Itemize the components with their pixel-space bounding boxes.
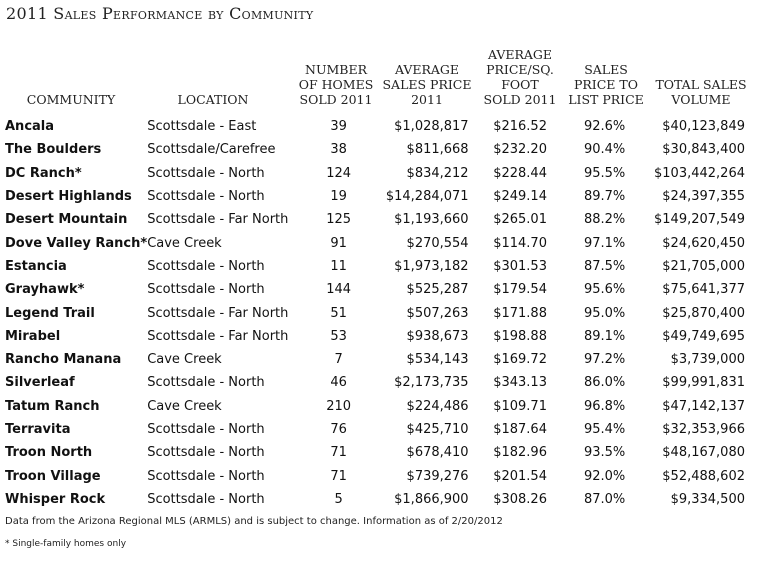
header-total-volume xyxy=(645,77,757,107)
price-sqft-cell: $301.53 xyxy=(493,258,547,274)
community-cell: Grayhawk* xyxy=(5,282,85,298)
total-volume-cell: $30,843,400 xyxy=(662,142,745,158)
header-homes-sold-line: OF HOMES xyxy=(298,77,374,92)
table-row xyxy=(0,395,757,418)
source-footnote: Data from the Arizona Regional MLS (ARMLS) and is subject to change. Information as of 2/20/2012 xyxy=(5,516,503,527)
header-sales-to-list xyxy=(563,62,649,107)
sales-to-list-cell: 92.6% xyxy=(583,119,626,135)
avg-price-cell: $224,486 xyxy=(406,398,469,414)
homes-sold-cell: 7 xyxy=(334,352,343,368)
community-cell: Tatum Ranch xyxy=(5,398,100,414)
avg-price-cell: $525,287 xyxy=(406,282,469,298)
community-cell: Mirabel xyxy=(5,328,61,344)
avg-price-cell: $2,173,735 xyxy=(394,375,469,391)
price-sqft-cell: $265.01 xyxy=(493,212,547,228)
total-volume-cell: $24,620,450 xyxy=(662,235,745,251)
sales-to-list-cell: 95.6% xyxy=(583,282,626,298)
price-sqft-cell: $232.20 xyxy=(493,142,547,158)
header-sales-to-list-line: SALES xyxy=(584,62,628,77)
location-cell: Scottsdale/Carefree xyxy=(147,142,276,158)
table-row xyxy=(0,348,757,371)
sales-to-list-cell: 89.1% xyxy=(583,328,626,344)
price-sqft-cell: $249.14 xyxy=(493,189,547,205)
header-price-sqft-line: PRICE/SQ. xyxy=(486,62,554,77)
community-cell: Desert Highlands xyxy=(5,189,132,205)
price-sqft-cell: $308.26 xyxy=(493,491,547,507)
total-volume-cell: $103,442,264 xyxy=(654,165,745,181)
community-cell: Legend Trail xyxy=(5,305,95,321)
avg-price-cell: $14,284,071 xyxy=(385,189,469,205)
header-homes-sold xyxy=(296,62,376,107)
price-sqft-cell: $109.71 xyxy=(493,398,547,414)
sales-to-list-cell: 95.0% xyxy=(583,305,626,321)
avg-price-cell: $739,276 xyxy=(406,468,469,484)
table-row xyxy=(0,185,757,208)
price-sqft-cell: $198.88 xyxy=(493,328,547,344)
avg-price-cell: $678,410 xyxy=(406,445,469,461)
location-cell: Scottsdale - North xyxy=(147,491,265,507)
total-volume-cell: $40,123,849 xyxy=(662,119,745,135)
avg-price-cell: $1,028,817 xyxy=(394,119,469,135)
location-cell: Scottsdale - North xyxy=(147,189,265,205)
header-avg-price-line: 2011 xyxy=(411,92,443,107)
price-sqft-cell: $187.64 xyxy=(493,422,547,437)
location-cell: Cave Creek xyxy=(147,398,222,414)
sales-to-list-cell: 92.0% xyxy=(583,468,626,484)
homes-sold-cell: 39 xyxy=(330,119,347,135)
table-row xyxy=(0,115,757,138)
community-cell: Silverleaf xyxy=(5,375,75,391)
sales-to-list-cell: 90.4% xyxy=(583,142,626,158)
sales-to-list-cell: 93.5% xyxy=(583,445,626,461)
total-volume-cell: $48,167,080 xyxy=(662,445,745,461)
header-price-sqft-line: FOOT xyxy=(501,77,539,92)
homes-sold-cell: 125 xyxy=(326,212,352,228)
homes-sold-cell: 53 xyxy=(330,328,347,344)
community-cell: Desert Mountain xyxy=(5,212,128,228)
header-sales-to-list-line: PRICE TO xyxy=(573,77,638,92)
sales-to-list-cell: 87.0% xyxy=(583,491,626,507)
homes-sold-cell: 38 xyxy=(330,142,347,158)
header-community xyxy=(16,92,126,107)
community-cell: Terravita xyxy=(5,422,71,437)
community-cell: Ancala xyxy=(5,119,55,135)
avg-price-cell: $1,973,182 xyxy=(394,258,469,274)
table-row xyxy=(0,464,757,487)
homes-sold-cell: 71 xyxy=(330,468,347,484)
header-total-volume-line: TOTAL SALES xyxy=(655,77,747,92)
location-cell: Cave Creek xyxy=(147,235,222,251)
price-sqft-cell: $228.44 xyxy=(493,165,547,181)
page-title: 2011 Sales Performance by Community xyxy=(6,4,314,23)
community-cell: The Boulders xyxy=(5,142,102,158)
table-row xyxy=(0,138,757,161)
header-homes-sold-line: NUMBER xyxy=(305,62,367,77)
location-cell: Cave Creek xyxy=(147,352,222,368)
total-volume-cell: $52,488,602 xyxy=(662,468,745,484)
header-avg-price xyxy=(377,62,477,107)
price-sqft-cell: $171.88 xyxy=(493,305,547,321)
sales-to-list-cell: 95.4% xyxy=(583,422,626,437)
table-row xyxy=(0,231,757,254)
total-volume-cell: $49,749,695 xyxy=(662,328,745,344)
location-cell: Scottsdale - East xyxy=(147,119,257,135)
location-cell: Scottsdale - Far North xyxy=(147,305,289,321)
sales-to-list-cell: 87.5% xyxy=(583,258,626,274)
table-row xyxy=(0,325,757,348)
sales-to-list-cell: 97.1% xyxy=(583,235,626,251)
header-price-sqft-line: AVERAGE xyxy=(487,47,553,62)
total-volume-cell: $21,705,000 xyxy=(662,258,745,274)
price-sqft-cell: $182.96 xyxy=(493,445,547,461)
header-location-line: LOCATION xyxy=(177,92,249,107)
price-sqft-cell: $201.54 xyxy=(493,468,547,484)
header-community-line: COMMUNITY xyxy=(26,92,116,107)
homes-sold-cell: 46 xyxy=(330,375,347,391)
community-cell: Dove Valley Ranch* xyxy=(5,235,148,251)
total-volume-cell: $75,641,377 xyxy=(662,282,745,298)
homes-sold-cell: 124 xyxy=(326,165,352,181)
community-cell: Rancho Manana xyxy=(5,352,122,368)
location-cell: Scottsdale - North xyxy=(147,445,265,461)
location-cell: Scottsdale - North xyxy=(147,422,265,437)
location-cell: Scottsdale - North xyxy=(147,375,265,391)
homes-sold-cell: 19 xyxy=(330,189,347,205)
community-cell: Troon Village xyxy=(5,468,101,484)
header-price-sqft-line: SOLD 2011 xyxy=(483,92,557,107)
header-avg-price-line: SALES PRICE xyxy=(382,77,472,92)
sales-to-list-cell: 89.7% xyxy=(583,189,626,205)
price-sqft-cell: $179.54 xyxy=(493,282,547,298)
header-sales-to-list-line: LIST PRICE xyxy=(568,92,644,107)
location-cell: Scottsdale - North xyxy=(147,165,265,181)
community-cell: Whisper Rock xyxy=(5,491,106,507)
homes-sold-cell: 91 xyxy=(330,235,347,251)
price-sqft-cell: $114.70 xyxy=(493,235,547,251)
sales-to-list-cell: 88.2% xyxy=(583,212,626,228)
table-row xyxy=(0,371,757,394)
community-cell: DC Ranch* xyxy=(5,165,82,181)
avg-price-cell: $270,554 xyxy=(406,235,469,251)
sales-to-list-cell: 97.2% xyxy=(583,352,626,368)
total-volume-cell: $25,870,400 xyxy=(662,305,745,321)
sales-to-list-cell: 86.0% xyxy=(583,375,626,391)
homes-sold-cell: 144 xyxy=(326,282,352,298)
community-cell: Troon North xyxy=(5,445,93,461)
sales-to-list-cell: 95.5% xyxy=(583,165,626,181)
total-volume-cell: $3,739,000 xyxy=(670,352,745,368)
location-cell: Scottsdale - North xyxy=(147,282,265,298)
header-location xyxy=(158,92,268,107)
homes-sold-cell: 210 xyxy=(326,398,352,414)
price-sqft-cell: $343.13 xyxy=(493,375,547,391)
avg-price-cell: $1,193,660 xyxy=(394,212,469,228)
homes-sold-cell: 11 xyxy=(330,258,347,274)
homes-sold-cell: 5 xyxy=(334,491,343,507)
avg-price-cell: $938,673 xyxy=(406,328,469,344)
total-volume-cell: $99,991,831 xyxy=(662,375,745,391)
avg-price-cell: $507,263 xyxy=(406,305,469,321)
homes-sold-cell: 76 xyxy=(330,422,347,437)
location-cell: Scottsdale - North xyxy=(147,258,265,274)
avg-price-cell: $534,143 xyxy=(406,352,469,368)
location-cell: Scottsdale - North xyxy=(147,468,265,484)
table-row xyxy=(0,255,757,278)
price-sqft-cell: $169.72 xyxy=(493,352,547,368)
homes-sold-cell: 51 xyxy=(330,305,347,321)
avg-price-cell: $1,866,900 xyxy=(394,491,469,507)
location-cell: Scottsdale - Far North xyxy=(147,328,289,344)
table-row xyxy=(0,301,757,324)
community-cell: Estancia xyxy=(5,258,67,274)
single-family-footnote: * Single-family homes only xyxy=(5,539,127,549)
header-avg-price-line: AVERAGE xyxy=(394,62,460,77)
total-volume-cell: $47,142,137 xyxy=(662,398,745,414)
table-row xyxy=(0,488,757,511)
sales-table-body xyxy=(0,115,757,511)
table-row xyxy=(0,418,757,441)
avg-price-cell: $834,212 xyxy=(406,165,469,181)
total-volume-cell: $24,397,355 xyxy=(662,189,745,205)
total-volume-cell: $32,353,966 xyxy=(662,422,745,437)
header-total-volume-line: VOLUME xyxy=(671,92,731,107)
header-homes-sold-line: SOLD 2011 xyxy=(299,92,373,107)
table-row xyxy=(0,208,757,231)
total-volume-cell: $149,207,549 xyxy=(654,212,745,228)
location-cell: Scottsdale - Far North xyxy=(147,212,289,228)
table-row xyxy=(0,441,757,464)
sales-table xyxy=(0,115,757,511)
avg-price-cell: $425,710 xyxy=(406,422,469,437)
homes-sold-cell: 71 xyxy=(330,445,347,461)
table-row xyxy=(0,162,757,185)
header-price-sqft xyxy=(476,47,564,107)
sales-to-list-cell: 96.8% xyxy=(583,398,626,414)
total-volume-cell: $9,334,500 xyxy=(670,491,745,507)
price-sqft-cell: $216.52 xyxy=(493,119,547,135)
table-row xyxy=(0,278,757,301)
avg-price-cell: $811,668 xyxy=(406,142,469,158)
